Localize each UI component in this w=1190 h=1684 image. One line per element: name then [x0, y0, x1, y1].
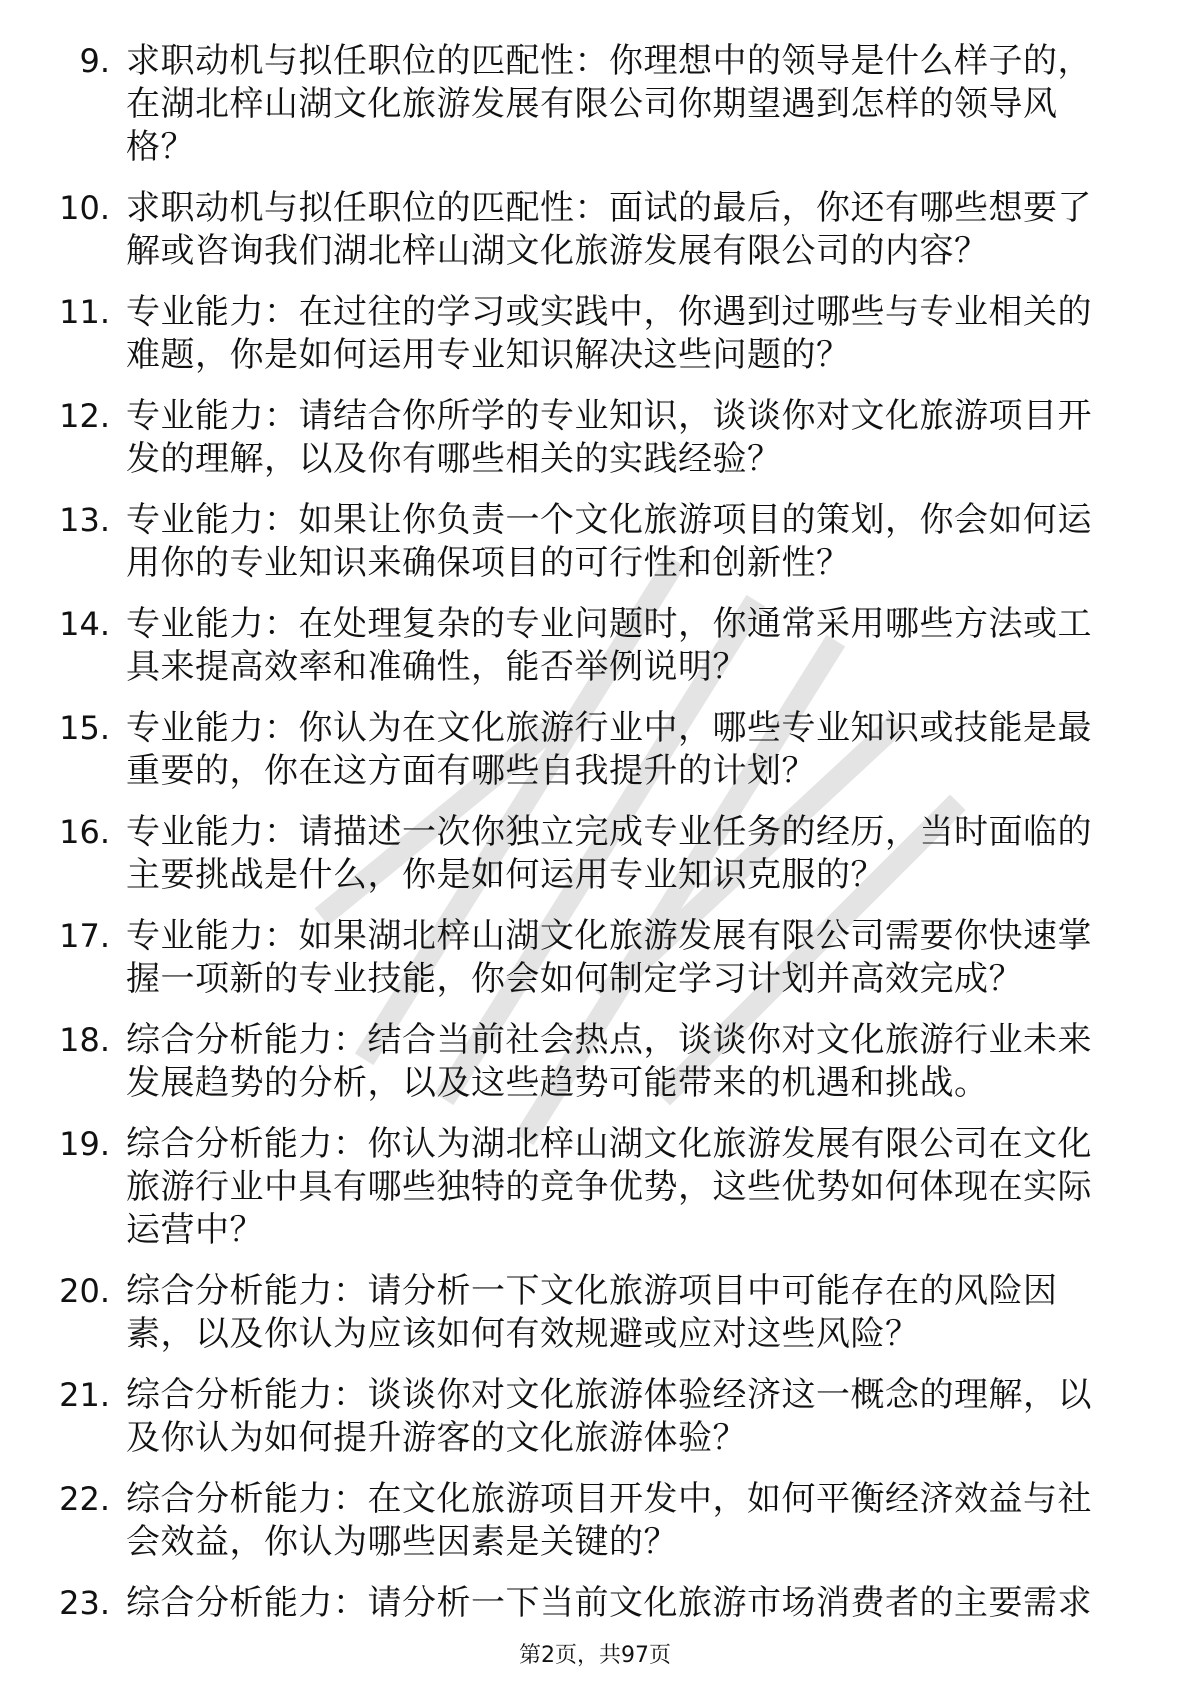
page-footer: 第2页，共97页	[519, 1643, 671, 1668]
question-number: 16.	[59, 813, 110, 851]
question-text: 专业能力：你认为在文化旅游行业中，哪些专业知识或技能是最重要的，你在这方面有哪些自我提升的计划？	[126, 708, 1092, 791]
question-number: 15.	[59, 709, 110, 747]
question-item	[0, 1478, 1190, 1564]
question-item	[0, 1374, 1190, 1460]
question-number: 23.	[59, 1584, 110, 1622]
question-number: 17.	[59, 917, 110, 955]
question-number: 12.	[59, 397, 110, 435]
question-number: 9.	[79, 42, 110, 80]
question-item	[0, 1270, 1190, 1356]
question-item	[0, 395, 1190, 481]
question-number: 14.	[59, 605, 110, 643]
question-number: 18.	[59, 1021, 110, 1059]
question-item	[0, 1019, 1190, 1105]
question-item	[0, 1123, 1190, 1252]
question-text: 求职动机与拟任职位的匹配性：面试的最后，你还有哪些想要了解或咨询我们湖北梓山湖文化旅游发展有限公司的内容？	[126, 188, 1092, 271]
question-item	[0, 40, 1190, 169]
question-text: 综合分析能力：请分析一下文化旅游项目中可能存在的风险因素，以及你认为应该如何有效规避或应对这些风险？	[126, 1271, 1058, 1354]
question-text: 综合分析能力：请分析一下当前文化旅游市场消费者的主要需求	[126, 1583, 1092, 1623]
question-item	[0, 915, 1190, 1001]
question-text: 专业能力：在过往的学习或实践中，你遇到过哪些与专业相关的难题，你是如何运用专业知识解决这些问题的？	[126, 292, 1092, 375]
question-item	[0, 1582, 1190, 1625]
question-text: 综合分析能力：结合当前社会热点，谈谈你对文化旅游行业未来发展趋势的分析，以及这些趋势可能带来的机遇和挑战。	[126, 1020, 1092, 1103]
question-list	[0, 40, 1190, 1643]
question-number: 11.	[59, 293, 110, 331]
question-number: 10.	[59, 189, 110, 227]
question-text: 专业能力：在处理复杂的专业问题时，你通常采用哪些方法或工具来提高效率和准确性，能否举例说明？	[126, 604, 1092, 687]
question-text: 综合分析能力：在文化旅游项目开发中，如何平衡经济效益与社会效益，你认为哪些因素是关键的？	[126, 1479, 1092, 1562]
question-number: 21.	[59, 1376, 110, 1414]
question-item	[0, 707, 1190, 793]
question-number: 22.	[59, 1480, 110, 1518]
question-text: 求职动机与拟任职位的匹配性：你理想中的领导是什么样子的，在湖北梓山湖文化旅游发展有限公司你期望遇到怎样的领导风格？	[126, 41, 1092, 167]
question-item	[0, 291, 1190, 377]
question-text: 专业能力：请结合你所学的专业知识，谈谈你对文化旅游项目开发的理解，以及你有哪些相关的实践经验？	[126, 396, 1092, 479]
question-number: 19.	[59, 1125, 110, 1163]
question-item	[0, 603, 1190, 689]
question-item	[0, 811, 1190, 897]
question-text: 专业能力：如果让你负责一个文化旅游项目的策划，你会如何运用你的专业知识来确保项目的可行性和创新性？	[126, 500, 1092, 583]
question-text: 专业能力：如果湖北梓山湖文化旅游发展有限公司需要你快速掌握一项新的专业技能，你会如何制定学习计划并高效完成？	[126, 916, 1092, 999]
question-item	[0, 499, 1190, 585]
question-text: 综合分析能力：谈谈你对文化旅游体验经济这一概念的理解，以及你认为如何提升游客的文化旅游体验？	[126, 1375, 1092, 1458]
question-number: 20.	[59, 1272, 110, 1310]
question-text: 综合分析能力：你认为湖北梓山湖文化旅游发展有限公司在文化旅游行业中具有哪些独特的竞争优势，这些优势如何体现在实际运营中？	[126, 1124, 1092, 1250]
question-number: 13.	[59, 501, 110, 539]
question-item	[0, 187, 1190, 273]
question-text: 专业能力：请描述一次你独立完成专业任务的经历，当时面临的主要挑战是什么，你是如何运用专业知识克服的？	[126, 812, 1092, 895]
